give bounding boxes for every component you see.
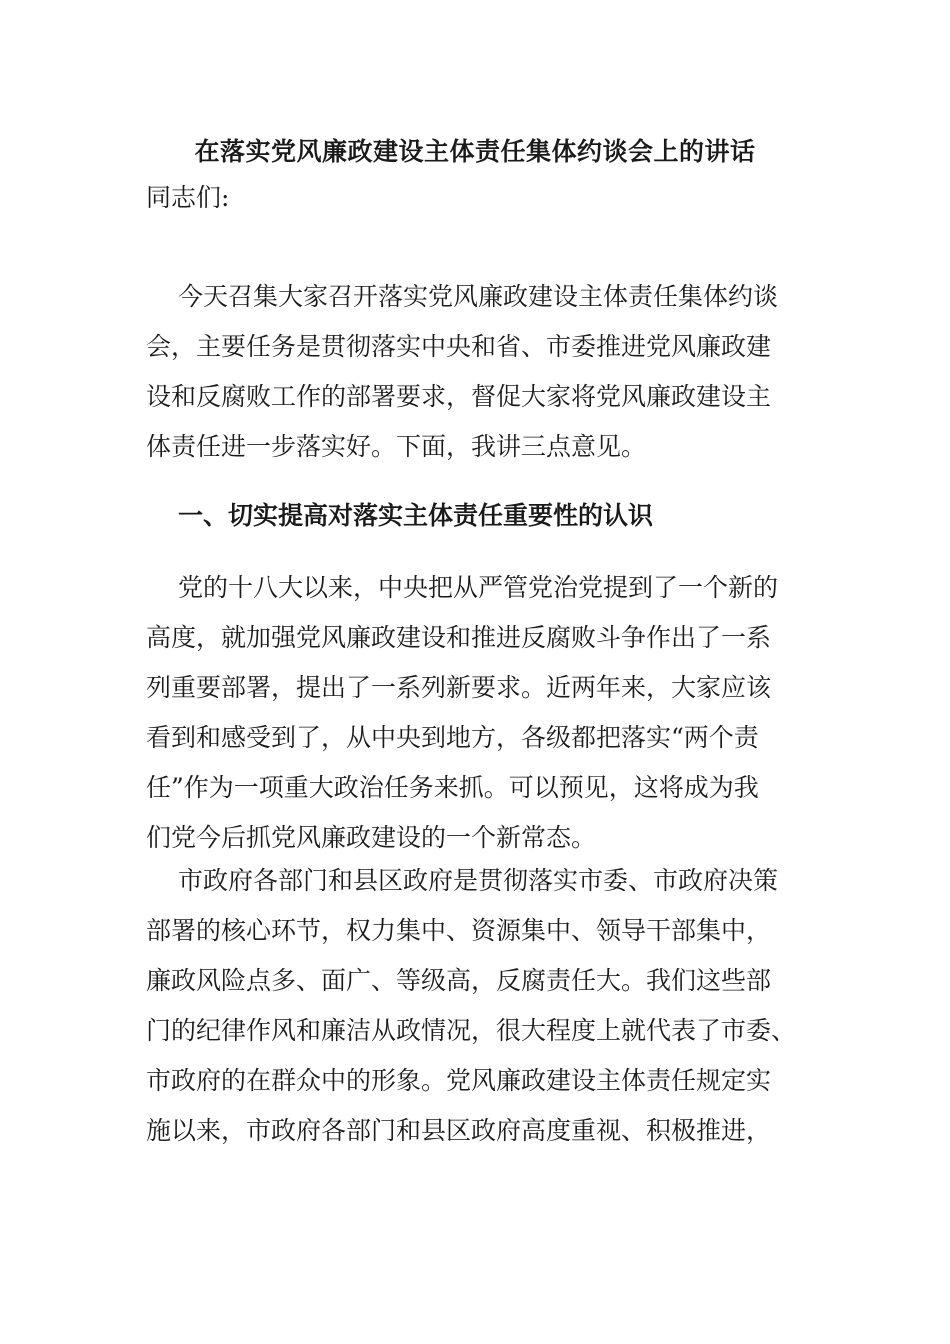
salutation: 同志们: <box>146 183 230 212</box>
paragraph-line: 任”作为一项重大政治任务来抓。可以预见，这将成为我 <box>146 773 759 802</box>
paragraph-line: 列重要部署，提出了一系列新要求。近两年来，大家应该 <box>146 673 772 702</box>
paragraph-line: 市政府的在群众中的形象。党风廉政建设主体责任规定实 <box>146 1066 772 1095</box>
paragraph-line: 廉政风险点多、面广、等级高，反腐责任大。我们这些部 <box>146 966 772 995</box>
paragraph-line: 施以来，市政府各部门和县区政府高度重视、积极推进， <box>146 1116 772 1145</box>
paragraph-section1-a <box>146 563 816 863</box>
paragraph-line: 今天召集大家召开落实党风廉政建设主体责任集体约谈 <box>178 282 779 311</box>
paragraph-intro <box>146 272 816 472</box>
document-title: 在落实党风廉政建设主体责任集体约谈会上的讲话 <box>194 137 756 166</box>
paragraph-line: 门的纪律作风和廉洁从政情况，很大程度上就代表了市委、 <box>146 1016 797 1045</box>
paragraph-line: 设和反腐败工作的部署要求，督促大家将党风廉政建设主 <box>146 382 772 411</box>
section-heading-1: 一、切实提高对落实主体责任重要性的认识 <box>178 501 654 530</box>
paragraph-line: 市政府各部门和县区政府是贯彻落实市委、市政府决策 <box>178 866 779 895</box>
paragraph-line: 部署的核心环节，权力集中、资源集中、领导干部集中， <box>146 916 772 945</box>
paragraph-line: 党的十八大以来，中央把从严管党治党提到了一个新的 <box>178 573 779 602</box>
paragraph-line: 们党今后抓党风廉政建设的一个新常态。 <box>146 823 597 852</box>
paragraph-line: 体责任进一步落实好。下面，我讲三点意见。 <box>146 432 647 461</box>
paragraph-line: 看到和感受到了，从中央到地方，各级都把落实“两个责 <box>146 723 759 752</box>
paragraph-line: 高度，就加强党风廉政建设和推进反腐败斗争作出了一系 <box>146 623 772 652</box>
paragraph-section1-b <box>146 856 816 1156</box>
paragraph-line: 会，主要任务是贯彻落实中央和省、市委推进党风廉政建 <box>146 332 772 361</box>
